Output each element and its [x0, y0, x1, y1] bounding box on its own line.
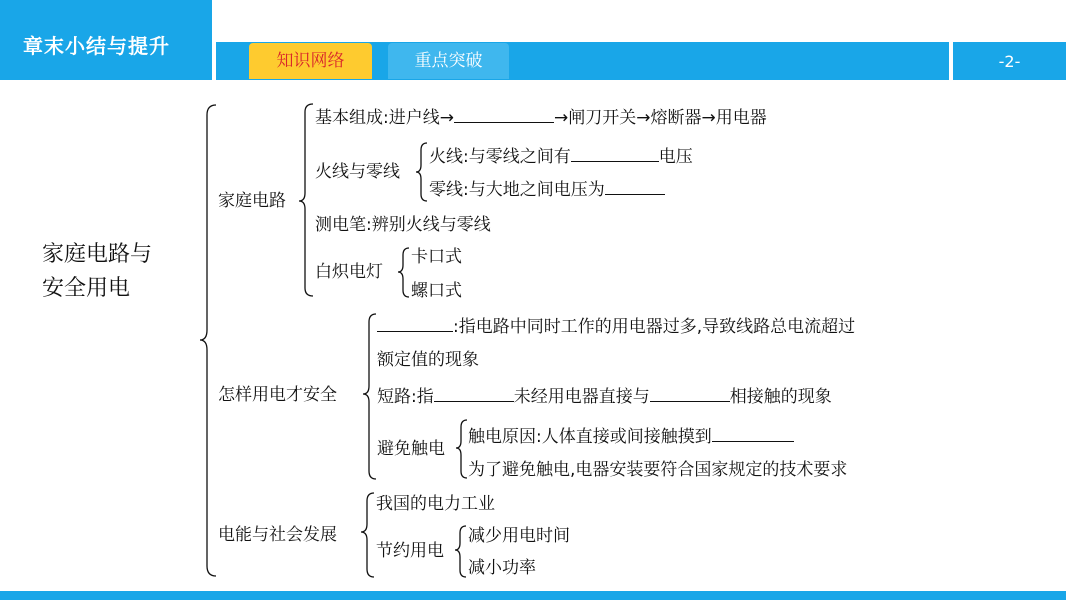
avoid-cause-line — [468, 423, 794, 448]
basic-prefix: 基本组成:进户线→ — [315, 108, 454, 128]
answer-blank[interactable] — [712, 423, 794, 442]
page-number: -2- — [998, 52, 1021, 71]
saving-item-power: 减小功率 — [468, 558, 536, 578]
tab-knowledge-network[interactable]: 知识网络 — [249, 43, 372, 79]
live-prefix: 火线:与零线之间有 — [429, 147, 571, 167]
lamp-brace — [398, 248, 409, 297]
society-label: 电能与社会发展 — [218, 525, 337, 545]
wires-label: 火线与零线 — [315, 162, 400, 182]
answer-blank[interactable] — [434, 383, 514, 402]
tab-key-breakthrough[interactable]: 重点突破 — [388, 43, 509, 79]
home-circuit-label: 家庭电路 — [218, 191, 286, 211]
avoid-prevention: 为了避免触电,电器安装要符合国家规定的技术要求 — [468, 460, 848, 480]
saving-brace — [455, 526, 466, 577]
basic-suffix: →闸刀开关→熔断器→用电器 — [553, 108, 767, 128]
tester-line: 测电笔:辨别火线与零线 — [315, 215, 491, 235]
main-brace — [200, 105, 216, 576]
answer-blank[interactable] — [650, 383, 730, 402]
lamp-item-bayonet: 卡口式 — [411, 247, 462, 267]
answer-blank[interactable] — [454, 104, 554, 123]
overload-line2: 额定值的现象 — [377, 350, 479, 370]
lamp-label: 白炽电灯 — [315, 262, 383, 282]
lamp-item-screw: 螺口式 — [411, 281, 462, 301]
cause-prefix: 触电原因:人体直接或间接触摸到 — [468, 427, 712, 447]
neutral-wire-line — [429, 176, 665, 201]
safety-brace — [363, 314, 376, 479]
short-prefix: 短路:指 — [377, 387, 434, 407]
live-wire-line — [429, 143, 693, 168]
avoid-label: 避免触电 — [377, 439, 445, 459]
saving-item-time: 减少用电时间 — [468, 526, 570, 546]
home-circuit-brace — [299, 104, 313, 296]
bottom-bar — [0, 591, 1066, 600]
short-mid: 未经用电器直接与 — [513, 387, 650, 407]
chapter-title: 章末小结与提升 — [23, 34, 170, 58]
avoid-brace — [456, 420, 467, 478]
saving-label: 节约用电 — [376, 541, 444, 561]
neutral-prefix: 零线:与大地之间电压为 — [429, 180, 605, 200]
root-title-line2: 安全用电 — [42, 276, 131, 301]
live-suffix: 电压 — [658, 147, 693, 167]
wires-brace — [416, 143, 427, 201]
society-brace — [361, 493, 374, 577]
root-title-line1: 家庭电路与 — [42, 242, 153, 267]
answer-blank[interactable] — [377, 313, 453, 332]
overload-line — [377, 313, 855, 338]
short-suffix: 相接触的现象 — [729, 387, 832, 407]
overload-text: :指电路中同时工作的用电器过多,导致线路总电流超过 — [453, 317, 856, 337]
short-circuit-line — [377, 383, 832, 408]
answer-blank[interactable] — [571, 143, 659, 162]
basic-composition — [315, 104, 767, 129]
safety-label: 怎样用电才安全 — [218, 385, 337, 405]
power-industry: 我国的电力工业 — [376, 494, 495, 514]
answer-blank[interactable] — [605, 176, 665, 195]
